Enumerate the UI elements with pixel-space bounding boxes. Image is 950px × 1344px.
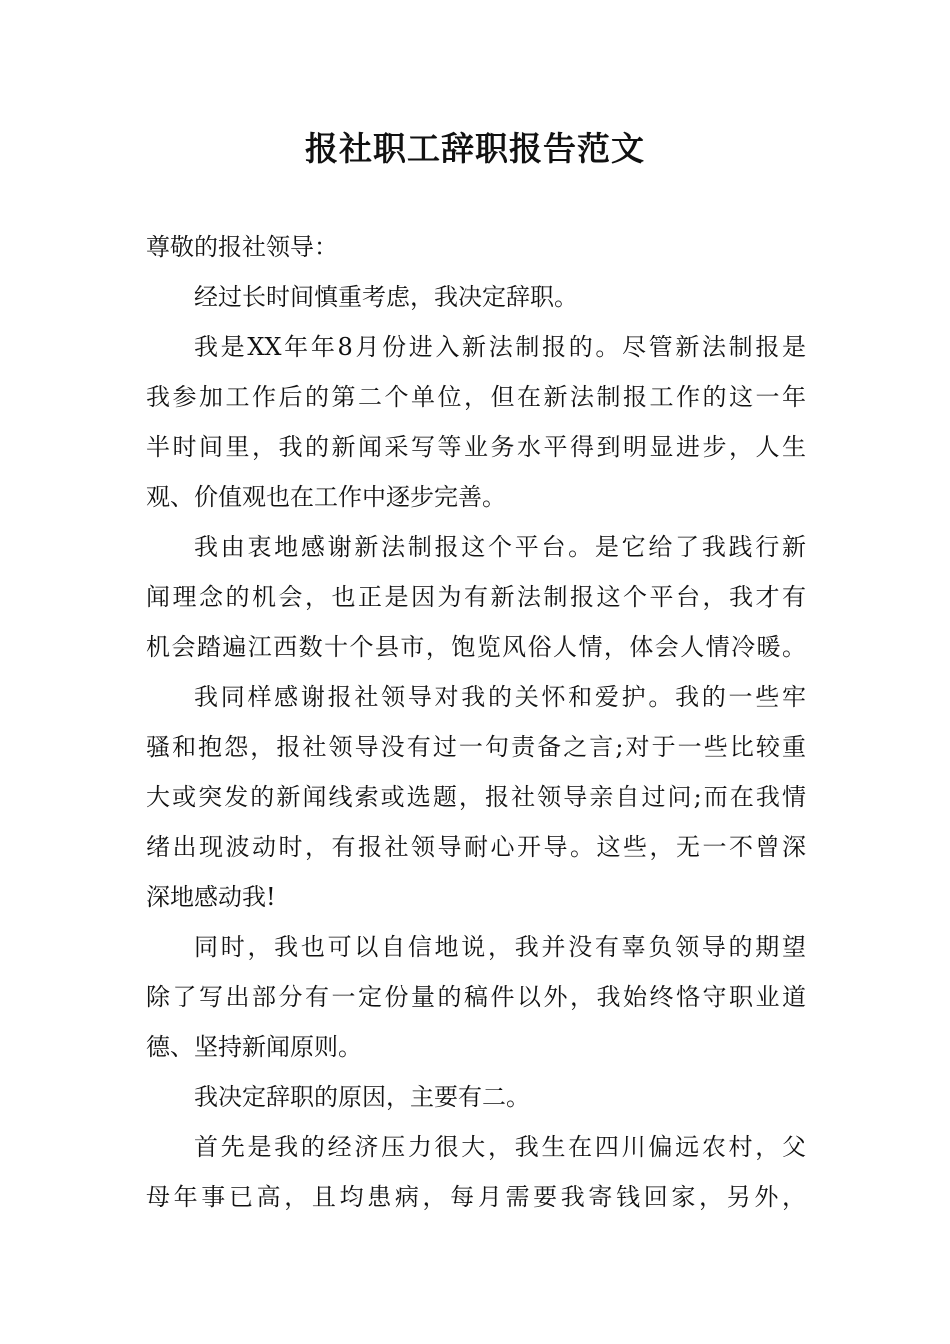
paragraph-line: 母年事已高，且均患病，每月需要我寄钱回家，另外， bbox=[146, 1183, 806, 1211]
paragraph-line: 绪出现波动时，有报社领导耐心开导。这些，无一不曾深 bbox=[146, 833, 806, 861]
paragraph-line: 骚和抱怨，报社领导没有过一句责备之言;对于一些比较重 bbox=[146, 733, 806, 761]
paragraph-line: 我由衷地感谢新法制报这个平台。是它给了我践行新 bbox=[194, 533, 806, 561]
paragraph-line: 德、坚持新闻原则。 bbox=[146, 1033, 362, 1061]
paragraph-line: 首先是我的经济压力很大，我生在四川偏远农村，父 bbox=[194, 1133, 806, 1161]
paragraph-line: 我同样感谢报社领导对我的关怀和爱护。我的一些牢 bbox=[194, 683, 806, 711]
paragraph-line: 我决定辞职的原因，主要有二。 bbox=[194, 1083, 530, 1111]
paragraph-line: 闻理念的机会，也正是因为有新法制报这个平台，我才有 bbox=[146, 583, 806, 611]
document-title: 报社职工辞职报告范文 bbox=[305, 129, 645, 168]
paragraph-line: 同时，我也可以自信地说，我并没有辜负领导的期望 bbox=[194, 933, 806, 961]
paragraph-line: 我参加工作后的第二个单位，但在新法制报工作的这一年 bbox=[146, 383, 806, 411]
paragraph-line: 半时间里，我的新闻采写等业务水平得到明显进步，人生 bbox=[146, 433, 806, 461]
paragraph-line: 观、价值观也在工作中逐步完善。 bbox=[146, 483, 506, 511]
paragraph-line: 大或突发的新闻线索或选题，报社领导亲自过问;而在我情 bbox=[146, 783, 806, 811]
paragraph-line: 深地感动我! bbox=[146, 883, 276, 911]
salutation: 尊敬的报社领导： bbox=[146, 233, 338, 261]
paragraph-line: 机会踏遍江西数十个县市，饱览风俗人情，体会人情冷暖。 bbox=[146, 633, 806, 661]
paragraph-line: 我是XX年年8月份进入新法制报的。尽管新法制报是 bbox=[194, 333, 806, 361]
document-body bbox=[146, 222, 806, 1222]
paragraph-line: 除了写出部分有一定份量的稿件以外，我始终恪守职业道 bbox=[146, 983, 806, 1011]
paragraph-line: 经过长时间慎重考虑，我决定辞职。 bbox=[194, 283, 578, 311]
